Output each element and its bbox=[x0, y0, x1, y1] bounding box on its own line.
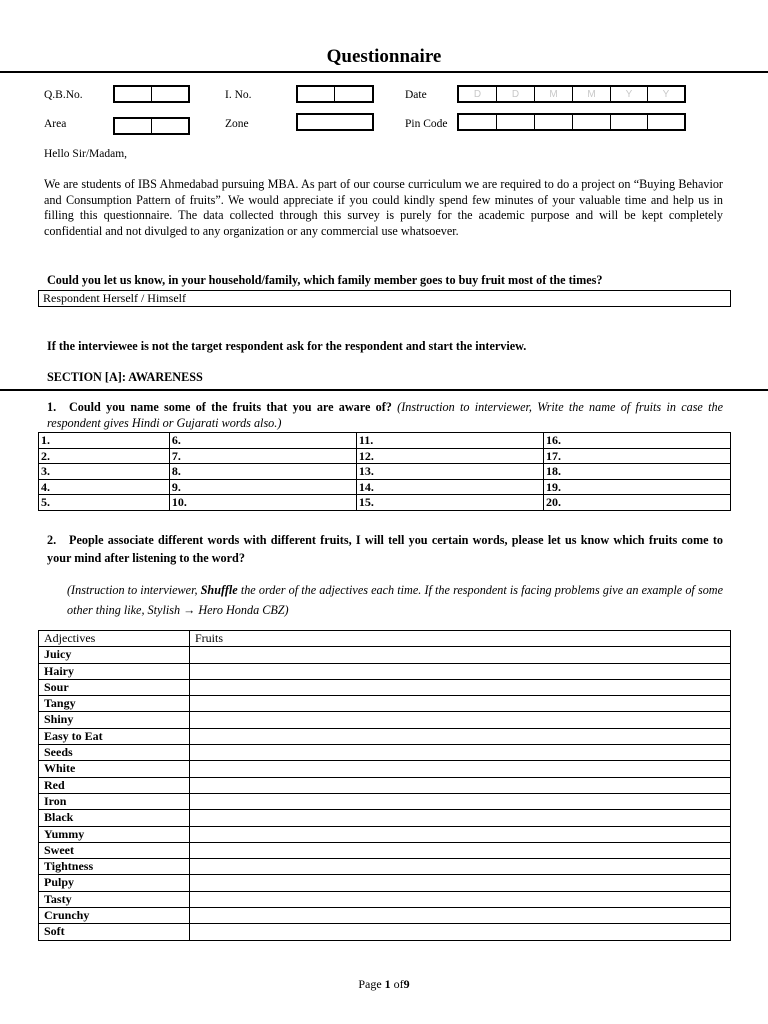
screening-note: If the interviewee is not the target respondent ask for the respondent and start the interview. bbox=[47, 339, 527, 353]
fruit-response-cell[interactable] bbox=[190, 908, 731, 924]
fruit-answer-cell[interactable]: 1. bbox=[39, 433, 170, 449]
adjective-label: Black bbox=[39, 810, 190, 826]
fruit-answer-cell[interactable]: 15. bbox=[356, 495, 543, 511]
q2-instruction: (Instruction to interviewer, Shuffle the order of the adjectives each time. If the respondent is facing problems give an example of some other thing like, Stylish → Hero Honda CBZ) bbox=[67, 583, 724, 617]
fruit-answer-cell[interactable]: 16. bbox=[543, 433, 730, 449]
fruit-response-cell[interactable] bbox=[190, 728, 731, 744]
adjective-label: Shiny bbox=[39, 712, 190, 728]
section-divider bbox=[0, 389, 768, 391]
grid-row bbox=[39, 448, 731, 464]
area-label: Area bbox=[44, 118, 67, 130]
col-adjectives: Adjectives bbox=[39, 631, 190, 647]
table-row bbox=[39, 663, 731, 679]
fruit-answer-cell[interactable]: 2. bbox=[39, 448, 170, 464]
date-label: Date bbox=[405, 89, 427, 101]
table-row bbox=[39, 777, 731, 793]
date-day-2[interactable]: D bbox=[497, 87, 535, 101]
fruit-response-cell[interactable] bbox=[190, 679, 731, 695]
fruit-response-cell[interactable] bbox=[190, 777, 731, 793]
table-row bbox=[39, 728, 731, 744]
table-row bbox=[39, 745, 731, 761]
adjective-label: Red bbox=[39, 777, 190, 793]
q1 bbox=[47, 400, 723, 431]
table-row bbox=[39, 924, 731, 940]
adjective-label: Seeds bbox=[39, 745, 190, 761]
fruit-response-cell[interactable] bbox=[190, 826, 731, 842]
grid-row bbox=[39, 479, 731, 495]
date-month-2[interactable]: M bbox=[573, 87, 611, 101]
title-divider bbox=[0, 71, 768, 73]
col-fruits: Fruits bbox=[190, 631, 731, 647]
fruit-response-cell[interactable] bbox=[190, 924, 731, 940]
fruit-answer-cell[interactable]: 3. bbox=[39, 464, 170, 480]
date-field[interactable] bbox=[457, 85, 686, 103]
adjective-label: Soft bbox=[39, 924, 190, 940]
date-month-1[interactable]: M bbox=[535, 87, 573, 101]
arrow-icon: → bbox=[183, 603, 196, 617]
grid-row bbox=[39, 433, 731, 449]
adjective-label: Iron bbox=[39, 793, 190, 809]
table-row bbox=[39, 647, 731, 663]
ino-label: I. No. bbox=[225, 89, 252, 101]
table-row bbox=[39, 712, 731, 728]
table-row bbox=[39, 859, 731, 875]
fruit-response-cell[interactable] bbox=[190, 696, 731, 712]
fruit-answer-cell[interactable]: 18. bbox=[543, 464, 730, 480]
q2-number: 2. bbox=[47, 533, 57, 547]
fruit-response-cell[interactable] bbox=[190, 745, 731, 761]
adjective-label: Sweet bbox=[39, 842, 190, 858]
q1-number: 1. bbox=[47, 400, 57, 414]
table-row bbox=[39, 826, 731, 842]
fruit-answer-cell[interactable]: 10. bbox=[169, 495, 356, 511]
table-row bbox=[39, 908, 731, 924]
page-total: 9 bbox=[403, 977, 410, 991]
q2 bbox=[47, 531, 723, 567]
date-year-1[interactable]: Y bbox=[611, 87, 648, 101]
adjective-label: Tasty bbox=[39, 891, 190, 907]
area-field[interactable] bbox=[113, 117, 190, 135]
fruit-answer-cell[interactable]: 5. bbox=[39, 495, 170, 511]
table-row bbox=[39, 793, 731, 809]
fruit-answer-cell[interactable]: 20. bbox=[543, 495, 730, 511]
adjectives-table bbox=[38, 630, 731, 941]
fruit-answer-cell[interactable]: 11. bbox=[356, 433, 543, 449]
fruit-response-cell[interactable] bbox=[190, 875, 731, 891]
fruit-response-cell[interactable] bbox=[190, 761, 731, 777]
table-row bbox=[39, 696, 731, 712]
table-row bbox=[39, 761, 731, 777]
fruit-answer-cell[interactable]: 13. bbox=[356, 464, 543, 480]
zone-field[interactable] bbox=[296, 113, 374, 131]
adjective-label: Sour bbox=[39, 679, 190, 695]
grid-row bbox=[39, 464, 731, 480]
fruit-answer-cell[interactable]: 9. bbox=[169, 479, 356, 495]
adjective-label: Yummy bbox=[39, 826, 190, 842]
section-a-heading: SECTION [A]: AWARENESS bbox=[47, 370, 203, 384]
intro-paragraph: We are students of IBS Ahmedabad pursuing MBA. As part of our course curriculum we are required to do a project on “Buying Behavior and Consumption Pattern of fruits”. We would appreciate if you could kindly spend few minutes of your valuable time and help us in filling this questionnaire. The data collected through this survey is purely for the academic purpose and will be kept completely confidential and not divulged to any organization or any commercial use whatsoever. bbox=[44, 177, 723, 238]
fruit-answer-cell[interactable]: 19. bbox=[543, 479, 730, 495]
adjective-label: Crunchy bbox=[39, 908, 190, 924]
fruit-answer-cell[interactable]: 8. bbox=[169, 464, 356, 480]
fruit-answer-cell[interactable]: 7. bbox=[169, 448, 356, 464]
page-current: 1 bbox=[384, 977, 391, 991]
adjective-label: Juicy bbox=[39, 647, 190, 663]
table-row bbox=[39, 875, 731, 891]
fruit-response-cell[interactable] bbox=[190, 663, 731, 679]
table-row bbox=[39, 679, 731, 695]
qbno-field[interactable] bbox=[113, 85, 190, 103]
table-row bbox=[39, 810, 731, 826]
adjective-label: Easy to Eat bbox=[39, 728, 190, 744]
fruit-answer-cell[interactable]: 12. bbox=[356, 448, 543, 464]
screening-answer: Respondent Herself / Himself bbox=[43, 291, 186, 305]
adjective-label: Pulpy bbox=[39, 875, 190, 891]
fruit-response-cell[interactable] bbox=[190, 647, 731, 663]
fruit-response-cell[interactable] bbox=[190, 810, 731, 826]
screening-answer-box[interactable] bbox=[38, 290, 731, 307]
fruit-response-cell[interactable] bbox=[190, 842, 731, 858]
ino-field[interactable] bbox=[296, 85, 374, 103]
adjective-label: Tangy bbox=[39, 696, 190, 712]
q1-text: Could you name some of the fruits that you are aware of? bbox=[69, 400, 392, 414]
fruit-response-cell[interactable] bbox=[190, 793, 731, 809]
q1-answer-grid bbox=[38, 432, 731, 511]
date-day-1[interactable]: D bbox=[459, 87, 497, 101]
page-title: Questionnaire bbox=[326, 46, 442, 67]
adjective-label: Hairy bbox=[39, 663, 190, 679]
q1-instruction: (Instruction to interviewer, Write the name of fruits in case the respondent gives Hindi or Gujarati words also.) bbox=[47, 400, 723, 430]
greeting: Hello Sir/Madam, bbox=[44, 148, 128, 160]
fruit-response-cell[interactable] bbox=[190, 712, 731, 728]
table-row bbox=[39, 891, 731, 907]
pincode-label: Pin Code bbox=[405, 118, 448, 130]
shuffle-emphasis: Shuffle bbox=[200, 583, 238, 597]
fruit-answer-cell[interactable]: 4. bbox=[39, 479, 170, 495]
fruit-answer-cell[interactable]: 17. bbox=[543, 448, 730, 464]
date-year-2[interactable]: Y bbox=[662, 89, 670, 100]
zone-label: Zone bbox=[225, 118, 249, 130]
pincode-field[interactable] bbox=[457, 113, 686, 131]
fruit-answer-cell[interactable]: 14. bbox=[356, 479, 543, 495]
adjective-label: White bbox=[39, 761, 190, 777]
fruit-response-cell[interactable] bbox=[190, 859, 731, 875]
fruit-response-cell[interactable] bbox=[190, 891, 731, 907]
q2-text: People associate different words with different fruits, I will tell you certain words, please let us know which fruits come to your mind after listening to the word? bbox=[47, 533, 723, 565]
screening-question: Could you let us know, in your household/family, which family member goes to buy fruit most of the times? bbox=[47, 273, 603, 287]
qbno-label: Q.B.No. bbox=[44, 89, 83, 101]
fruit-answer-cell[interactable]: 6. bbox=[169, 433, 356, 449]
page-footer: Page 1 of9 bbox=[358, 977, 410, 991]
adjective-label: Tightness bbox=[39, 859, 190, 875]
grid-row bbox=[39, 495, 731, 511]
table-row bbox=[39, 842, 731, 858]
